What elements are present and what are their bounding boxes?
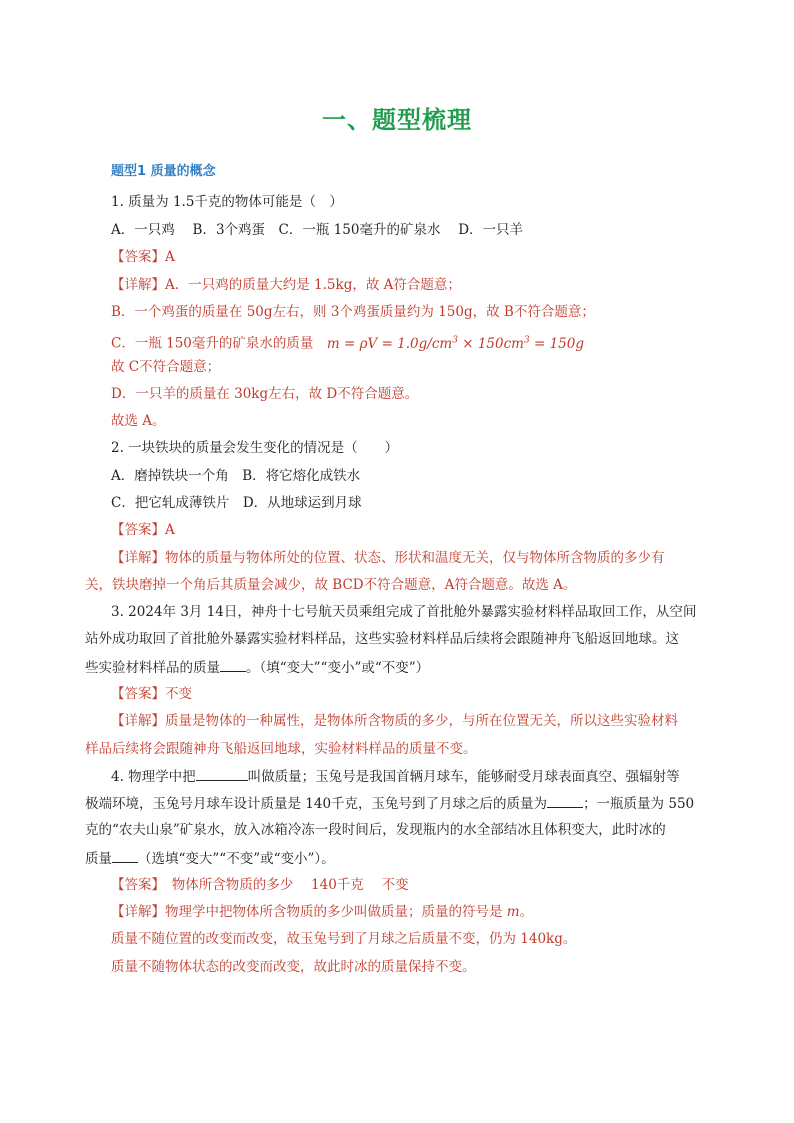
answer-tag: 【答案】 xyxy=(111,249,165,265)
q1-answer xyxy=(111,248,175,266)
detail-text: C．一瓶 150毫升的矿泉水的质量 xyxy=(111,335,314,352)
density-formula xyxy=(327,336,584,352)
detail-tag: 【详解】 xyxy=(111,550,165,566)
detail-text: 物理学中把物体所含物质的多少叫做质量；质量的符号是 xyxy=(165,904,507,920)
q1-detail-6: 故选 A。 xyxy=(111,413,166,429)
answer-tag: 【答案】 xyxy=(111,877,159,893)
q4-stem-1 xyxy=(111,767,680,786)
detail-text: 质量是物体的一种属性，是物体所含物质的多少，与所在位置无关，所以这些实验材料 xyxy=(165,713,678,729)
q2-answer xyxy=(111,521,175,539)
stem-text: （选填“变大”“不变”或“变小”）。 xyxy=(138,851,335,867)
q1-detail-4: 故 C不符合题意； xyxy=(111,359,221,375)
q3-answer xyxy=(111,685,192,703)
detail-tag: 【详解】 xyxy=(111,904,165,920)
q3-detail-2: 样品后续将会跟随神舟飞船返回地球，实验材料样品的质量不变。 xyxy=(85,741,477,757)
formula-sup: 3 xyxy=(523,335,530,345)
answer-value: A xyxy=(165,249,175,265)
q1-detail-2: B．一个鸡蛋的质量在 50g左右，则 3个鸡蛋质量约为 150g，故 B不符合题意； xyxy=(111,304,595,320)
q1-stem: 1. 质量为 1.5千克的物体可能是（ ） xyxy=(111,194,343,210)
q4-detail-1 xyxy=(111,903,533,921)
q1-detail-1 xyxy=(111,276,461,294)
section-heading: 题型1 质量的概念 xyxy=(111,164,216,179)
detail-text: A．一只鸡的质量大约是 1.5kg，故 A符合题意； xyxy=(165,277,461,293)
q2-detail-1 xyxy=(111,549,665,567)
stem-text: 。（填“变大”“变小”或“不变”） xyxy=(246,660,430,676)
q1-detail-5: D．一只羊的质量在 30kg左右，故 D不符合题意。 xyxy=(111,386,419,402)
q4-detail-3: 质量不随物体状态的改变而改变，故此时冰的质量保持不变。 xyxy=(111,959,476,975)
formula-part: × 150cm xyxy=(457,335,524,352)
q4-stem-4 xyxy=(85,849,335,868)
q2-detail-2: 关，铁块磨掉一个角后其质量会减少，故 BCD不符合题意，A符合题意。故选 A。 xyxy=(85,577,577,593)
stem-text: 4. 物理学中把 xyxy=(111,769,196,785)
answer-blank xyxy=(112,849,138,863)
q2-stem: 2. 一块铁块的质量会发生变化的情况是（ ） xyxy=(111,440,399,456)
q3-stem-2: 站外成功取回了首批舱外暴露实验材料样品，这些实验材料样品后续将会跟随神舟飞船返回地球。这 xyxy=(85,631,679,647)
detail-tag: 【详解】 xyxy=(111,277,165,293)
q3-stem-3 xyxy=(85,658,429,677)
q2-options-1: A．磨掉铁块一个角 B．将它熔化成铁水 xyxy=(111,468,361,484)
detail-tag: 【详解】 xyxy=(111,713,165,729)
answer-value: 物体所含物质的多少 140千克 不变 xyxy=(158,877,409,893)
q4-stem-3: 克的“农夫山泉”矿泉水，放入冰箱冷冻一段时间后，发现瓶内的水全部结冰且体积变大，此时冰的 xyxy=(85,822,666,838)
answer-value: 不变 xyxy=(165,686,192,702)
stem-text: 极端环境，玉兔号月球车设计质量是 140千克，玉兔号到了月球之后的质量为 xyxy=(85,796,548,812)
q1-options: A．一只鸡 B．3个鸡蛋 C．一瓶 150毫升的矿泉水 D．一只羊 xyxy=(111,222,524,238)
mass-symbol: m xyxy=(506,904,520,920)
formula-part: = 150g xyxy=(529,335,584,352)
stem-text: 些实验材料样品的质量 xyxy=(85,660,220,676)
q2-options-2: C．把它轧成薄铁片 D．从地球运到月球 xyxy=(111,495,362,511)
stem-text: 质量 xyxy=(85,851,112,867)
formula-sup: 3 xyxy=(452,335,458,345)
answer-blank xyxy=(220,658,246,672)
q3-stem-1: 3. 2024年 3月 14日，神舟十七号航天员乘组完成了首批舱外暴露实验材料样品取回工作，从空间 xyxy=(111,604,697,620)
stem-text: 叫做质量；玉兔号是我国首辆月球车，能够耐受月球表面真空、强辐射等 xyxy=(247,769,680,785)
q4-stem-2 xyxy=(85,794,694,813)
answer-blank xyxy=(547,794,583,808)
stem-text: ；一瓶质量为 550 xyxy=(583,796,695,812)
detail-text: 。 xyxy=(519,904,534,920)
formula-part: m = ρV = 1.0g/cm xyxy=(326,335,453,352)
answer-value: A xyxy=(165,522,175,538)
q3-detail-1 xyxy=(111,712,678,730)
q4-detail-2: 质量不随位置的改变而改变，故玉兔号到了月球之后质量不变，仍为 140kg。 xyxy=(111,931,577,947)
q1-detail-3 xyxy=(111,331,584,353)
answer-blank xyxy=(196,767,248,781)
detail-text: 物体的质量与物体所处的位置、状态、形状和温度无关，仅与物体所含物质的多少有 xyxy=(165,550,665,566)
page-title: 一、题型梳理 xyxy=(322,106,472,134)
q4-answer xyxy=(111,876,409,894)
answer-tag: 【答案】 xyxy=(111,686,165,702)
answer-tag: 【答案】 xyxy=(111,522,165,538)
